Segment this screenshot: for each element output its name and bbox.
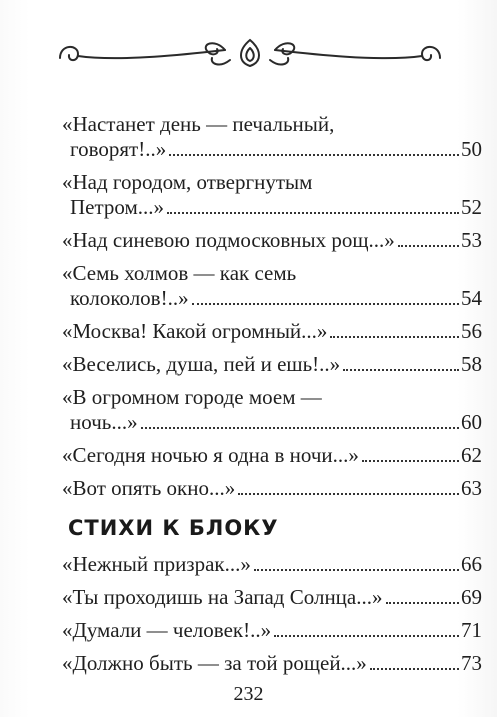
toc-entry xyxy=(62,170,482,220)
dot-leader xyxy=(330,336,459,338)
entry-title: «Семь холмов — как семь xyxy=(62,261,297,285)
entry-title: «Москва! Какой огромный...» xyxy=(62,319,328,343)
dot-leader xyxy=(169,154,459,156)
entry-page-number: 50 xyxy=(461,137,482,161)
dot-leader xyxy=(386,602,460,604)
toc-entry xyxy=(62,228,482,253)
toc-section-2 xyxy=(62,552,482,676)
entry-title: «Ты проходишь на Запад Солнца...» xyxy=(62,585,383,609)
dot-leader xyxy=(192,303,459,305)
entry-page-number: 60 xyxy=(461,410,482,434)
entry-page-number: 53 xyxy=(461,228,482,252)
dot-leader xyxy=(141,427,459,429)
entry-title-cont: колоколов!..» xyxy=(70,286,189,310)
toc-entry xyxy=(62,552,482,577)
section-heading: СТИХИ К БЛОКУ xyxy=(68,516,279,540)
dot-leader xyxy=(167,212,459,214)
entry-page-number: 54 xyxy=(461,286,482,310)
toc-entry xyxy=(62,319,482,344)
toc-section-1 xyxy=(62,112,482,501)
entry-title: «Веселись, душа, пей и ешь!..» xyxy=(62,352,341,376)
entry-page-number: 52 xyxy=(461,195,482,219)
dot-leader xyxy=(254,569,459,571)
toc-entry xyxy=(62,443,482,468)
toc-entry xyxy=(62,476,482,501)
dot-leader xyxy=(238,493,459,495)
entry-title: «Думали — человек!..» xyxy=(62,618,272,642)
entry-title: «Вот опять окно...» xyxy=(62,476,236,500)
entry-title: «Сегодня ночью я одна в ночи...» xyxy=(62,443,359,467)
entry-title: «Над синевою подмосковных рощ...» xyxy=(62,228,395,252)
toc-entry xyxy=(62,651,482,676)
entry-title-cont: ночь...» xyxy=(70,410,138,434)
entry-title: «Настанет день — печальный, xyxy=(62,112,335,136)
entry-title-cont: Петром...» xyxy=(70,195,165,219)
toc-entry xyxy=(62,585,482,610)
entry-page-number: 63 xyxy=(461,476,482,500)
toc-entry xyxy=(62,112,482,162)
entry-page-number: 62 xyxy=(461,443,482,467)
toc-entry xyxy=(62,385,482,435)
decorative-ornament-icon xyxy=(40,28,460,78)
entry-title: «Должно быть — за той рощей...» xyxy=(62,651,367,675)
entry-title: «Над городом, отвергнутым xyxy=(62,170,313,194)
entry-page-number: 69 xyxy=(461,585,482,609)
entry-page-number: 71 xyxy=(461,618,482,642)
entry-page-number: 56 xyxy=(461,319,482,343)
entry-page-number: 58 xyxy=(461,352,482,376)
entry-page-number: 73 xyxy=(461,651,482,675)
page-number: 232 xyxy=(233,683,264,705)
toc-entry xyxy=(62,261,482,311)
dot-leader xyxy=(343,369,459,371)
toc-entry xyxy=(62,352,482,377)
dot-leader xyxy=(274,635,459,637)
entry-title: «В огромном городе моем — xyxy=(62,385,322,409)
dot-leader xyxy=(398,245,459,247)
entry-page-number: 66 xyxy=(461,552,482,576)
toc-entry xyxy=(62,618,482,643)
dot-leader xyxy=(370,668,459,670)
entry-title-cont: говорят!..» xyxy=(70,137,167,161)
dot-leader xyxy=(362,460,459,462)
entry-title: «Нежный призрак...» xyxy=(62,552,251,576)
